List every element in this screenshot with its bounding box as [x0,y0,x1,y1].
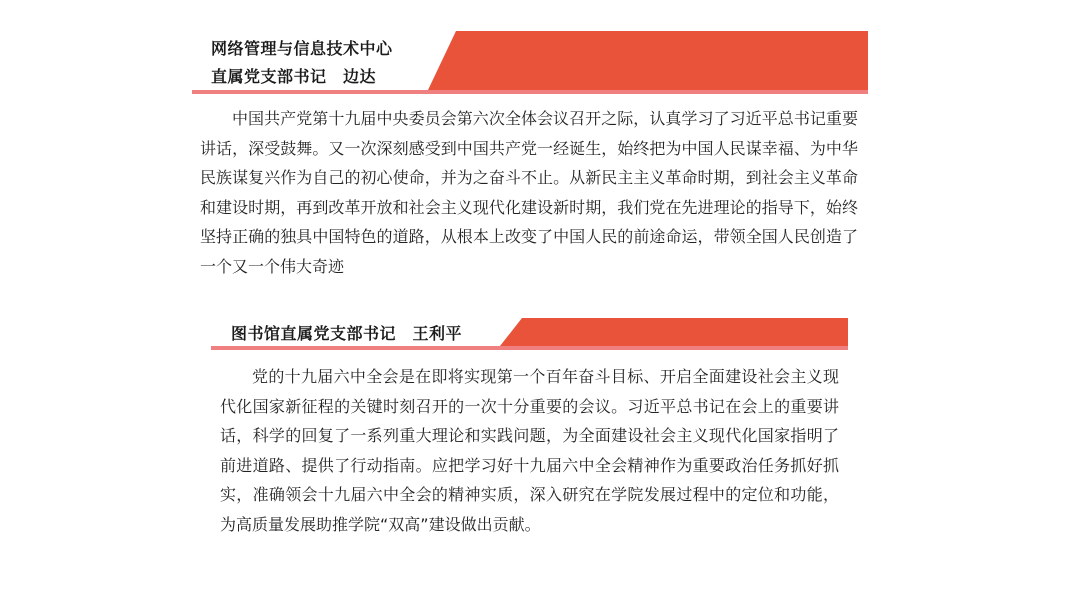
section1-title-line1: 网络管理与信息技术中心 [211,39,393,58]
section2-underline [211,346,848,350]
section2-title: 图书馆直属党支部书记 王利平 [231,324,463,343]
section2-banner-shape [500,318,848,346]
section2-paragraph: 党的十九届六中全会是在即将实现第一个百年奋斗目标、开启全面建设社会主义现代化国家新征程的关键时刻召开的一次十分重要的会议。习近平总书记在会上的重要讲话，科学的回复了一系列重大理论和实践问题，为全面建设社会主义现代化国家指明了前进道路、提供了行动指南。应把学习好十九届六中全会精神作为重要政治任务抓好抓实，准确领会十九届六中全会的精神实质，深入研究在学院发展过程中的定位和功能，为高质量发展助推学院“双高”建设做出贡献。 [220,367,839,534]
section1-title-line2: 直属党支部书记 边达 [211,67,377,86]
section1-paragraph: 中国共产党第十九届中央委员会第六次全体会议召开之际，认真学习了习近平总书记重要讲话，深受鼓舞。又一次深刻感受到中国共产党一经诞生，始终把为中国人民谋幸福、为中华民族谋复兴作为自己的初心使命，并为之奋斗不止。从新民主主义革命时期，到社会主义革命和建设时期，再到改革开放和社会主义现代化建设新时期，我们党在先进理论的指导下，始终坚持正确的独具中国特色的道路，从根本上改变了中国人民的前途命运，带领全国人民创造了一个又一个伟大奇迹 [200,109,858,276]
